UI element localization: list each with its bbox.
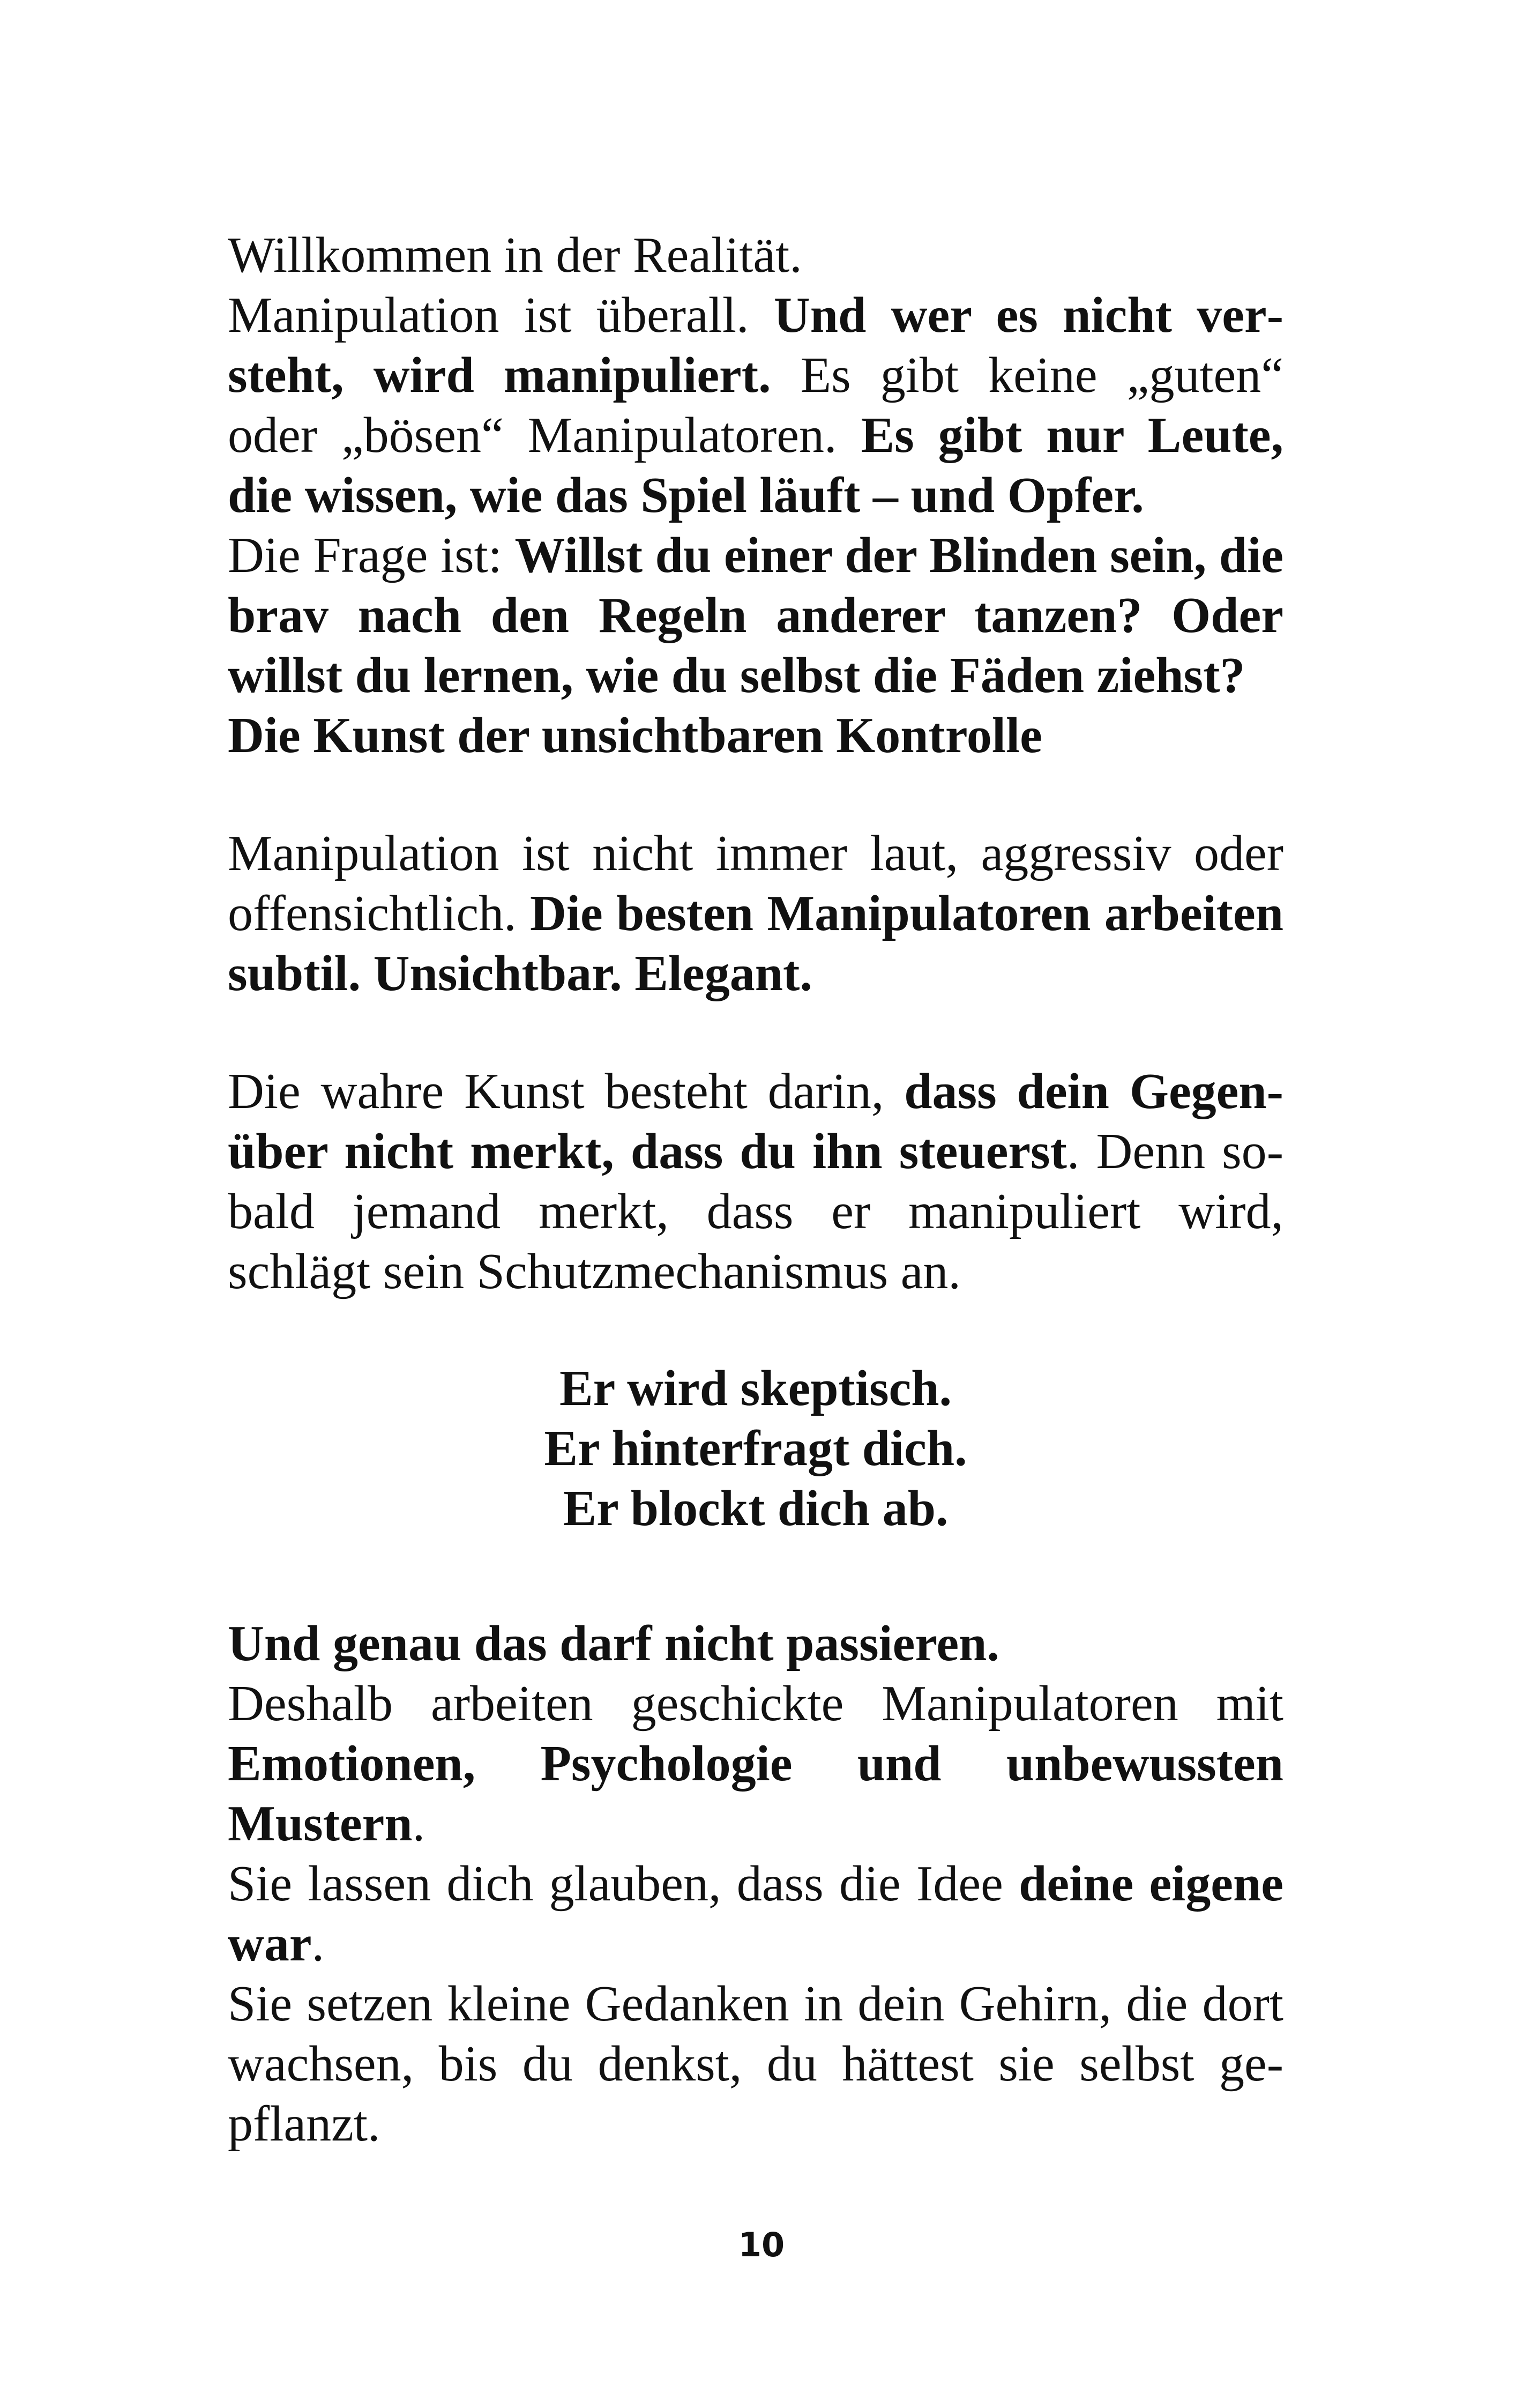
subtle-manipulation-paragraph: Manipulation ist nicht immer laut, aggressiv oder offensichtlich. Die besten Manipulatoren arbeiten subtil. Unsichtbar. Elegant. [228, 826, 1283, 1001]
bold-phrase: Emotionen, Psychologie und unbewussten Mustern [228, 1736, 1283, 1852]
reaction-line: Er blockt dich ab. [563, 1481, 949, 1536]
welcome-line: Willkommen in der Realität. [228, 227, 802, 283]
page-number: 10 [738, 2225, 785, 2264]
bold-phrase: dass dein Gegenüber nicht merkt, dass du ihn steuerst [228, 1064, 1283, 1179]
emotions-paragraph: Deshalb arbeiten geschickte Manipulatoren mit Emotionen, Psychologie und unbewussten Mustern. [228, 1676, 1283, 1852]
bold-phrase: Und wer es nicht versteht, wird manipuliert. [228, 287, 1284, 403]
bold-phrase: Willst du einer der Blinden sein, die brav nach den Regeln anderer tanzen? Oder willst du lernen, wie du selbst die Fäden ziehst? [228, 527, 1283, 703]
bold-phrase: Es gibt nur Leute, die wissen, wie das Spiel läuft – und Opfer. [228, 407, 1284, 523]
planted-thoughts-paragraph: Sie setzen kleine Gedanken in dein Gehirn, die dort wachsen, bis du denkst, du hättest sie selbst gepflanzt. [228, 1976, 1283, 2152]
own-idea-paragraph: Sie lassen dich glauben, dass die Idee deine eigene war. [228, 1856, 1284, 1972]
must-not-happen-line: Und genau das darf nicht passieren. [228, 1616, 999, 1671]
bold-phrase: deine eigene war [228, 1856, 1284, 1972]
reaction-line: Er hinterfragt dich. [544, 1421, 967, 1476]
section-heading: Die Kunst der unsichtbaren Kontrolle [228, 708, 1042, 763]
question-paragraph: Die Frage ist: Willst du einer der Blinden sein, die brav nach den Regeln anderer tanzen? Oder willst du lernen, wie du selbst die Fäden ziehst? [228, 527, 1283, 703]
centered-reactions [228, 1358, 1283, 1539]
bold-phrase: Die besten Manipulatoren arbeiten subtil. Unsichtbar. Elegant. [228, 886, 1283, 1001]
true-art-paragraph: Die wahre Kunst besteht darin, dass dein Gegenüber nicht merkt, dass du ihn steuerst. Denn sobald jemand merkt, dass er manipuliert wird, schlägt sein Schutzmechanismus an. [228, 1064, 1283, 1299]
intro-section [228, 225, 1283, 765]
reaction-line: Er wird skeptisch. [559, 1361, 952, 1416]
manipulation-everywhere-paragraph: Manipulation ist überall. Und wer es nicht versteht, wird manipuliert. Es gibt keine „guten“ oder „bösen“ Manipulatoren. Es gibt nur Leute, die wissen, wie das Spiel läuft – und Opfer. [228, 287, 1284, 523]
ending-section [228, 1614, 1283, 2154]
